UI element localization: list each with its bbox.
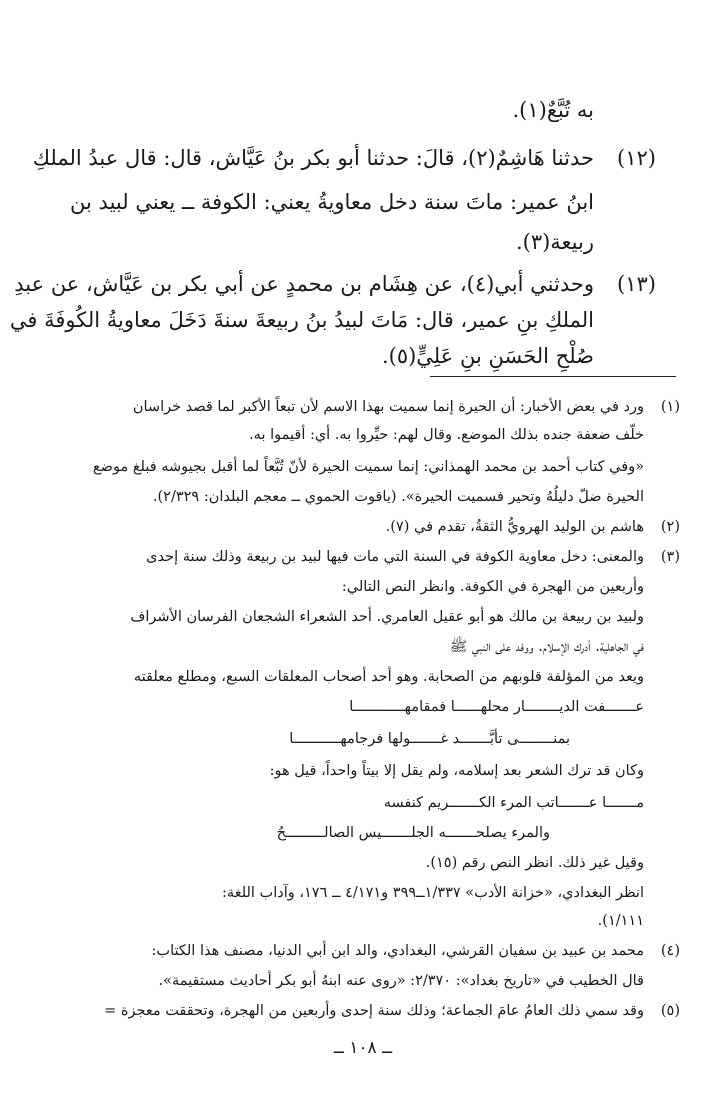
footnote-number-2: (٢) xyxy=(660,519,680,535)
footnote-line: وكان قد ترك الشعر بعد إسلامه، ولم يقل إلا بيتاً واحداً، قيل هو: xyxy=(269,763,644,779)
main-line: حدثنا هَاشِمٌ(٢)، قالَ: حدثنا أبو بكر بنُ عَيَّاش، قال: قال عبدُ الملكِ xyxy=(32,146,594,170)
footnote-line: ورد في بعض الأخبار: أن الحيرة إنما سميت بهذا الاسم لأن تبعاً الأكبر لما قصد خراسان xyxy=(132,399,644,415)
main-line: الملكِ بنِ عمير، قال: مَاتَ لبيدُ بنُ ربيعةَ سنةَ دَخَلَ معاويةُ الكُوفَةَ في xyxy=(9,308,594,332)
page-number: ــ ١٠٨ ــ xyxy=(333,1038,393,1058)
footnote-line: ويعد من المؤلفة قلوبهم من الصحابة. وهو أحد أصحاب المعلقات السبع، ومطلع معلقته xyxy=(133,669,644,685)
item-number-12: (١٢) xyxy=(617,146,656,170)
poem-verse: والمرء يصلحـــــــه الجلـــــــيس الصالـــــــــحُ xyxy=(276,825,550,841)
footnote-line: ولبيد بن ربيعة بن مالك هو أبو عقيل العامري. أحد الشعراء الشجعان الفرسان الأشراف xyxy=(130,609,644,625)
footnote-line: انظر البغدادي، «خزانة الأدب» ١/٣٣٧ــ٣٩٩ و٤/١٧١ ــ ١٧٦، وآداب اللغة: xyxy=(222,885,644,901)
footnote-line: قال الخطيب في «تاريخ بغداد»: ٢/٣٧٠: «روى عنه ابنهُ أبو بكر أحاديث مستقيمة». xyxy=(158,973,644,989)
footnote-number-1: (١) xyxy=(660,399,680,415)
footnote-line: وقد سمي ذلك العامُ عامَ الجماعة؛ وذلك سنة إحدى وأربعين من الهجرة، وتحققت معجزة = xyxy=(104,1003,644,1019)
footnote-line: الحيرة ضلّ دليلُهُ وتحير فسميت الحيرة». (ياقوت الحموي ــ معجم البلدان: ٢/٣٢٩). xyxy=(152,489,644,505)
footnote-line: «وفي كتاب أحمد بن محمد الهمذاني: إنما سميت الحيرة لأنّ تُبَّعاً لما أقبل بجيوشه فبلغ موضع xyxy=(92,459,644,475)
main-line: صُلْحِ الحَسَنِ بنِ عَلِيٍّ(٥). xyxy=(381,344,594,368)
footnote-line: في الجاهلية. أدرك الإسلام. ووفد على النبي ﷺ xyxy=(449,639,644,655)
footnote-line: وقيل غير ذلك. انظر النص رقم (١٥). xyxy=(425,855,644,871)
footnotes xyxy=(9,0,680,1030)
footnote-number-3: (٣) xyxy=(660,549,680,565)
footnote-line: هاشم بن الوليد الهرويُّ الثقةُ، تقدم في (٧). xyxy=(385,519,644,535)
main-line: ربيعة(٣). xyxy=(515,230,594,254)
main-line: ابنُ عمير: ماتَ سنة دخل معاويةُ يعني: الكوفة ــ يعني لبيد بن xyxy=(70,190,594,214)
footnote-number-5: (٥) xyxy=(660,1003,680,1019)
poem-verse: عـــــــفت الديــــــــار محلهــــــا فمقامهــــــــــــا xyxy=(349,699,644,715)
footnote-line: ١/١١١). xyxy=(597,913,644,929)
footnote-line: والمعنى: دخل معاوية الكوفة في السنة التي مات فيها لبيد بن ربيعة وذلك سنة إحدى xyxy=(146,549,644,565)
poem-verse: مـــــــا عـــــــاتب المرء الكـــــــريم كنفسه xyxy=(383,795,644,811)
poem-verse: بمنــــــــى تأبَّـــــــد غـــــــولها فرجامهـــــــــــا xyxy=(289,731,570,747)
footnote-line: خلّف ضعفة جنده بذلك الموضع. وقال لهم: حيِّروا به. أي: أقيموا به. xyxy=(249,427,644,443)
item-number-13: (١٣) xyxy=(617,272,656,296)
footnote-line: وأربعين من الهجرة في الكوفة. وانظر النص التالي: xyxy=(341,579,644,595)
footnote-line: محمد بن عبيد بن سفيان القرشي، البغدادي، والد ابن أبي الدنيا، مصنف هذا الكتاب: xyxy=(151,943,644,959)
main-line: وحدثني أبي(٤)، عن هِشَام بن محمدٍ عن أبي بكر بن عَيَّاش، عن عبدِ xyxy=(14,272,594,296)
footnote-number-4: (٤) xyxy=(660,943,680,959)
main-line: به تُبَّعٌ(١). xyxy=(512,98,594,122)
